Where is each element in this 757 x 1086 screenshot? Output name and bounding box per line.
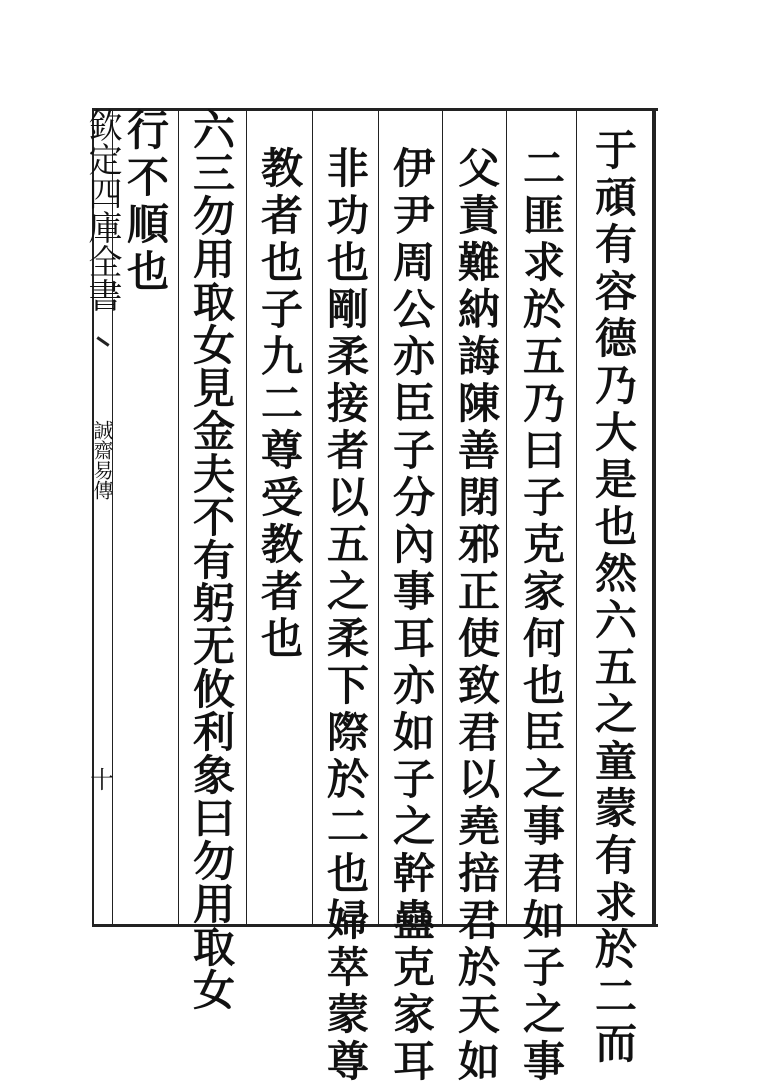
text-column-2: 二匪求於五乃曰子克家何也臣之事君如子之事 — [517, 146, 566, 1086]
text-column-5: 非功也剛柔接者以五之柔下際於二也婦萃蒙尊 — [321, 146, 370, 1086]
column-divider — [506, 110, 507, 924]
text-column-7: 六三勿用取女見金夫不有躬无攸利象曰勿用取女 — [187, 108, 236, 1011]
column-divider — [312, 110, 313, 924]
text-column-6: 教者也子九二尊受教者也 — [255, 146, 304, 663]
column-divider — [178, 110, 179, 924]
column-divider — [246, 110, 247, 924]
frame-top-border — [92, 108, 658, 111]
margin-title: 欽定四庫全書 — [82, 108, 122, 312]
text-column-3: 父責難納誨陳善閉邪正使致君以堯掊君於天如 — [452, 146, 501, 1086]
margin-page-number: 十 — [90, 766, 114, 794]
frame-right-border — [652, 108, 656, 926]
frame-bottom-border — [92, 924, 658, 927]
fish-tail-mark — [96, 336, 109, 346]
column-divider — [442, 110, 443, 924]
text-column-1: 于頑有容德乃大是也然六五之童蒙有求於二而 — [589, 128, 638, 1068]
margin-book-title: 誠齋易傳 — [90, 420, 114, 500]
column-divider — [378, 110, 379, 924]
column-divider — [576, 110, 577, 924]
text-column-8: 行不順也 — [121, 108, 170, 296]
text-column-4: 伊尹周公亦臣子分內事耳亦如子之幹蠱克家耳 — [387, 146, 436, 1086]
